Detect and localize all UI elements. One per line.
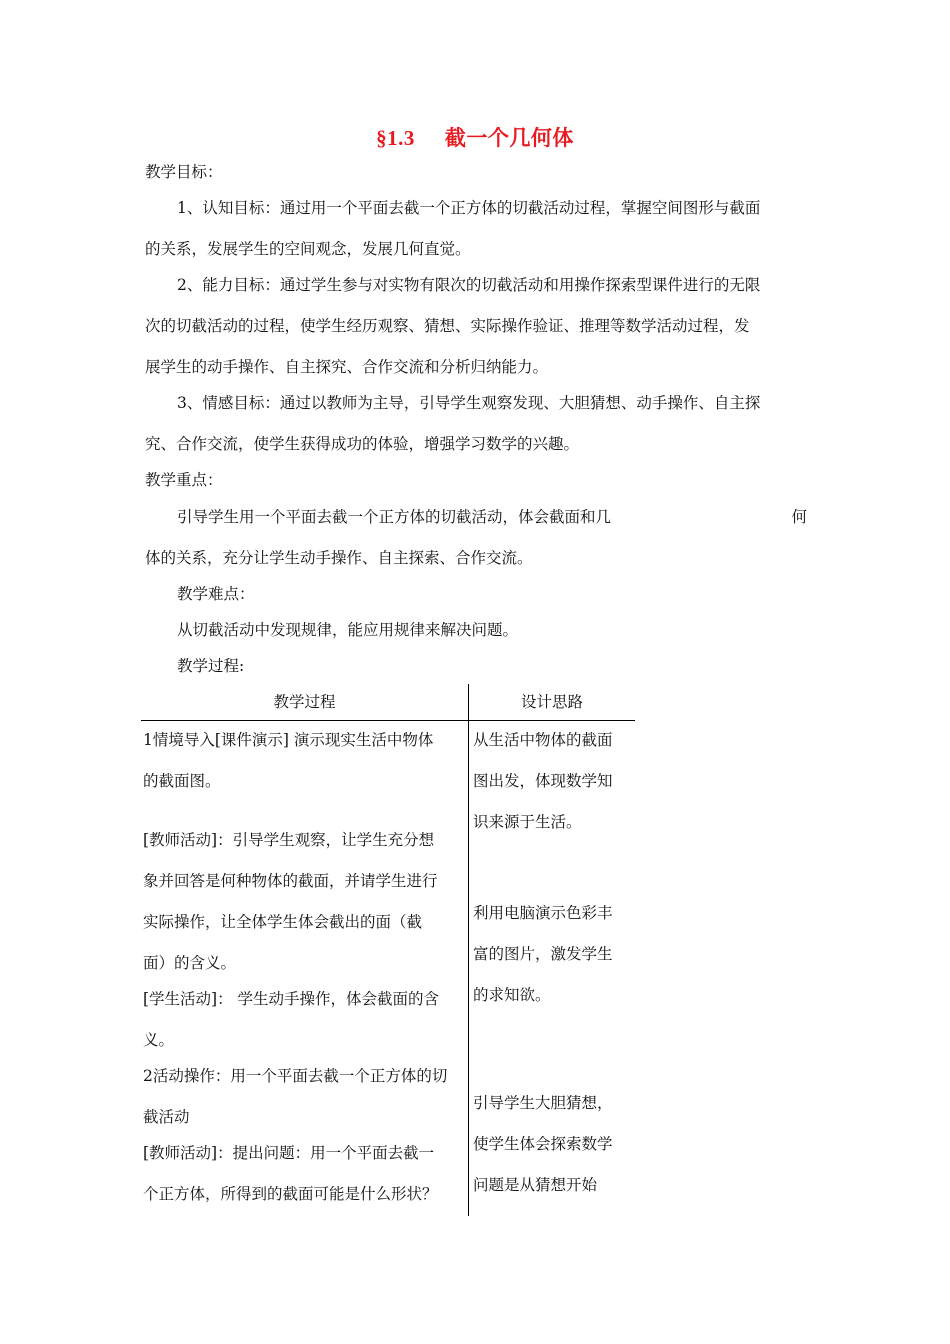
objective-2-line-2: 次的切截活动的过程，使学生经历观察、猜想、实际操作验证、推理等数学活动过程，发: [145, 317, 750, 335]
process-line: 义。: [143, 1031, 175, 1049]
design-line: 从生活中物体的截面: [473, 731, 613, 749]
table-header-divider: [141, 720, 635, 721]
process-line: 截活动: [143, 1108, 190, 1126]
design-line: 使学生体会探索数学: [473, 1135, 613, 1153]
table-header-process: 教学过程: [273, 693, 336, 711]
design-line: 引导学生大胆猜想，: [473, 1094, 613, 1112]
process-line: 1情境导入[课件演示] 演示现实生活中物体: [143, 731, 434, 749]
design-line: 识来源于生活。: [473, 813, 582, 831]
process-line: [学生活动]： 学生动手操作，体会截面的含: [143, 990, 440, 1008]
key-points-line-1: [177, 505, 807, 527]
process-line: [教师活动]：引导学生观察，让学生充分想: [143, 831, 435, 849]
design-line: 问题是从猜想开始: [473, 1176, 598, 1194]
difficulty-text: 从切截活动中发现规律，能应用规律来解决问题。: [177, 621, 519, 639]
objective-2-line-3: 展学生的动手操作、自主探究、合作交流和分析归纳能力。: [145, 358, 549, 376]
design-line: 富的图片，激发学生: [473, 945, 613, 963]
process-line: 面）的含义。: [143, 954, 237, 972]
process-line: 实际操作，让全体学生体会截出的面（截: [143, 913, 423, 931]
design-line: 利用电脑演示色彩丰: [473, 904, 613, 922]
key-points-heading: 教学重点：: [145, 471, 223, 489]
page-title: [0, 122, 950, 152]
process-line: [教师活动]：提出问题：用一个平面去截一: [143, 1144, 435, 1162]
design-line: 图出发，体现数学知: [473, 772, 613, 790]
section-title: 截一个几何体: [444, 126, 574, 150]
key-points-line-1-left: 引导学生用一个平面去截一个正方体的切截活动，体会截面和几: [177, 508, 612, 526]
objective-1-line-1: 1、认知目标：通过用一个平面去截一个正方体的切截活动过程，掌握空间图形与截面: [177, 199, 761, 217]
objectives-heading: 教学目标：: [145, 163, 223, 181]
table-header-design: 设计思路: [520, 693, 583, 711]
process-line: 的截面图。: [143, 772, 221, 790]
process-line: 2活动操作：用一个平面去截一个正方体的切: [143, 1067, 448, 1085]
section-number: §1.3: [376, 126, 415, 150]
objective-3-line-2: 究、合作交流，使学生获得成功的体验，增强学习数学的兴趣。: [145, 435, 580, 453]
difficulty-heading: 教学难点：: [177, 585, 255, 603]
objective-3-line-1: 3、情感目标：通过以教师为主导，引导学生观察发现、大胆猜想、动手操作、自主探: [177, 394, 761, 412]
process-line: 个正方体，所得到的截面可能是什么形状？: [143, 1185, 438, 1203]
table-column-divider: [468, 684, 469, 1216]
process-heading: 教学过程:: [177, 657, 245, 675]
objective-1-line-2: 的关系，发展学生的空间观念，发展几何直觉。: [145, 240, 471, 258]
key-points-line-2: 体的关系，充分让学生动手操作、自主探索、合作交流。: [145, 549, 533, 567]
key-points-line-1-right: 何: [791, 508, 807, 526]
process-table: [141, 684, 641, 1216]
objective-2-line-1: 2、能力目标：通过学生参与对实物有限次的切截活动和用操作探索型课件进行的无限: [177, 276, 761, 294]
design-line: 的求知欲。: [473, 986, 551, 1004]
process-line: 象并回答是何种物体的截面，并请学生进行: [143, 872, 438, 890]
